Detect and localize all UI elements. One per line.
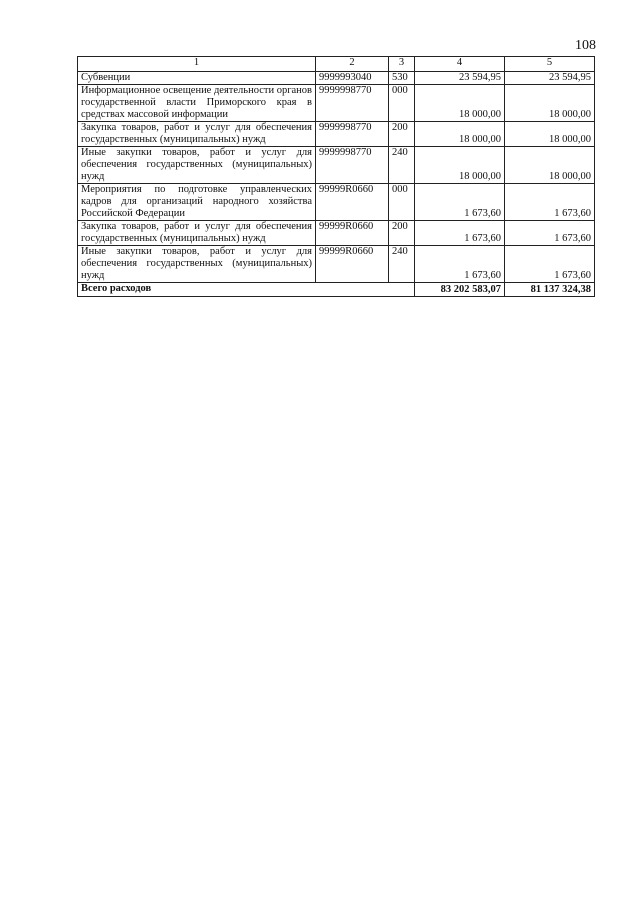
row-kcsr: 9999998770	[316, 85, 389, 122]
row-kcsr: 99999R0660	[316, 184, 389, 221]
row-name: Иные закупки товаров, работ и услуг для обеспечения государственных (муниципальных) нужд	[78, 246, 316, 283]
page-number: 108	[575, 38, 596, 53]
row-name: Закупка товаров, работ и услуг для обеспечения государственных (муниципальных) нужд	[78, 122, 316, 147]
expenditure-table	[77, 56, 595, 297]
row-name: Закупка товаров, работ и услуг для обеспечения государственных (муниципальных) нужд	[78, 221, 316, 246]
table-row	[78, 72, 595, 85]
row-sum2: 1 673,60	[505, 184, 595, 221]
table-header-row	[78, 57, 595, 72]
row-sum2: 1 673,60	[505, 221, 595, 246]
total-row	[78, 283, 595, 297]
total-sum1: 83 202 583,07	[415, 283, 505, 297]
row-sum1: 23 594,95	[415, 72, 505, 85]
row-kcsr: 9999998770	[316, 122, 389, 147]
row-kcsr: 9999998770	[316, 147, 389, 184]
row-name: Субвенции	[78, 72, 316, 85]
table-row	[78, 221, 595, 246]
row-kcsr: 99999R0660	[316, 221, 389, 246]
header-cell: 1	[78, 57, 316, 72]
row-sum1: 18 000,00	[415, 122, 505, 147]
table-row	[78, 246, 595, 283]
row-sum1: 1 673,60	[415, 221, 505, 246]
row-sum2: 1 673,60	[505, 246, 595, 283]
total-label: Всего расходов	[78, 283, 415, 297]
row-vr: 200	[389, 122, 415, 147]
row-sum1: 1 673,60	[415, 184, 505, 221]
row-vr: 240	[389, 147, 415, 184]
row-kcsr: 99999R0660	[316, 246, 389, 283]
row-sum1: 1 673,60	[415, 246, 505, 283]
table-row	[78, 184, 595, 221]
header-cell: 3	[389, 57, 415, 72]
row-sum1: 18 000,00	[415, 147, 505, 184]
row-sum2: 23 594,95	[505, 72, 595, 85]
total-sum2: 81 137 324,38	[505, 283, 595, 297]
row-vr: 240	[389, 246, 415, 283]
row-sum2: 18 000,00	[505, 85, 595, 122]
row-sum2: 18 000,00	[505, 147, 595, 184]
row-vr: 200	[389, 221, 415, 246]
row-vr: 000	[389, 85, 415, 122]
table-row	[78, 122, 595, 147]
table-row	[78, 147, 595, 184]
header-cell: 5	[505, 57, 595, 72]
row-name: Иные закупки товаров, работ и услуг для обеспечения государственных (муниципальных) нужд	[78, 147, 316, 184]
row-sum1: 18 000,00	[415, 85, 505, 122]
row-name: Информационное освещение деятельности органов государственной власти Приморского края в средствах массовой информации	[78, 85, 316, 122]
table-row	[78, 85, 595, 122]
row-name: Мероприятия по подготовке управленческих кадров для организаций народного хозяйства Российской Федерации	[78, 184, 316, 221]
row-kcsr: 9999993040	[316, 72, 389, 85]
row-vr: 530	[389, 72, 415, 85]
row-sum2: 18 000,00	[505, 122, 595, 147]
header-cell: 2	[316, 57, 389, 72]
header-cell: 4	[415, 57, 505, 72]
row-vr: 000	[389, 184, 415, 221]
